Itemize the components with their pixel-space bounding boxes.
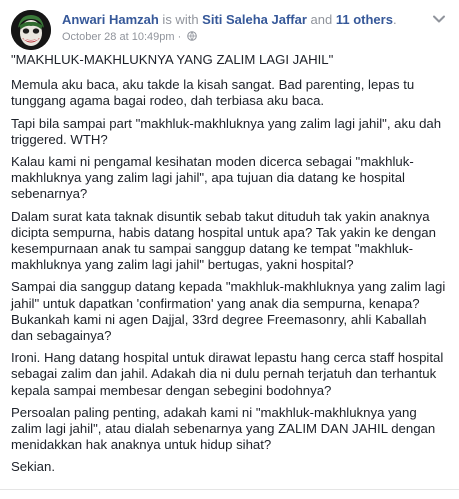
- tag-connector-and: and: [306, 12, 336, 27]
- post-header: [11, 10, 451, 50]
- post-title-line: "MAKHLUK-MAKHLUKNYA YANG ZALIM LAGI JAHIL": [11, 52, 334, 67]
- meta-separator: ·: [174, 31, 185, 43]
- author-line: [62, 12, 397, 28]
- avatar[interactable]: [11, 10, 51, 50]
- tagged-person-link[interactable]: Siti Saleha Jaffar: [202, 12, 307, 27]
- post-paragraph: Sampai dia sanggup datang kepada "makhluk-makhluknya yang zalim lagi jahil" untuk dapatkan 'confirmation' yang anak dia sempurna, kenapa? Bukankah kami ni agen Dajjal, 33rd degree Freemasonry, ahli Kaballah dan sebagainya?: [11, 279, 446, 344]
- post-paragraph: Memula aku baca, aku takde la kisah sangat. Bad parenting, lepas tu tunggang agama bagai rodeo, dah terbiasa aku baca.: [11, 77, 415, 109]
- post-body: [11, 52, 451, 482]
- joker-avatar-icon: [11, 10, 51, 50]
- author-name[interactable]: Anwari Hamzah: [62, 12, 159, 27]
- post-paragraph: Tapi bila sampai part "makhluk-makhluknya yang zalim lagi jahil", aku dah triggered. WTH?: [11, 115, 442, 147]
- timestamp-link[interactable]: October 28 at 10:49pm: [62, 31, 175, 43]
- post-paragraph: Dalam surat kata taknak disuntik sebab takut dituduh tak yakin anaknya dicipta sempurna, habis datang hospital untuk apa? Tak yakin ke dengan kesempurnaan anak tu sampai sanggup datang ke tempat "makhluk-makhluknya yang zalim lagi jahil" bertugas, yakni hospital?: [11, 208, 436, 273]
- chevron-down-icon[interactable]: [431, 12, 447, 26]
- others-link[interactable]: 11 others: [335, 12, 393, 27]
- divider: [0, 489, 459, 490]
- post-paragraph: Kalau kami ni pengamal kesihatan moden dicerca sebagai "makhluk-makhluknya yang zalim lagi jahil", apa tujuan dia datang ke hospital sebenarnya?: [11, 154, 414, 202]
- tag-connector-with: is with: [158, 12, 203, 27]
- post-paragraph: Ironi. Hang datang hospital untuk dirawat lepastu hang cerca staff hospital sebagai zalim dan jahil. Adakah dia ni dulu pernah terjatuh dan terhantuk kepala sampai membesar dengan sebegini bodohnya?: [11, 350, 444, 398]
- post-paragraph: Persoalan paling penting, adakah kami ni "makhluk-makhluknya yang zalim lagi jahil", atau dialah sebenarnya yang ZALIM DAN JAHIL dengan menidakkan hak anaknya untuk hidup sihat?: [11, 404, 436, 453]
- tag-period: .: [392, 12, 397, 27]
- globe-icon[interactable]: [187, 31, 197, 45]
- post-paragraph: Sekian.: [11, 459, 55, 475]
- post-meta: [62, 30, 197, 45]
